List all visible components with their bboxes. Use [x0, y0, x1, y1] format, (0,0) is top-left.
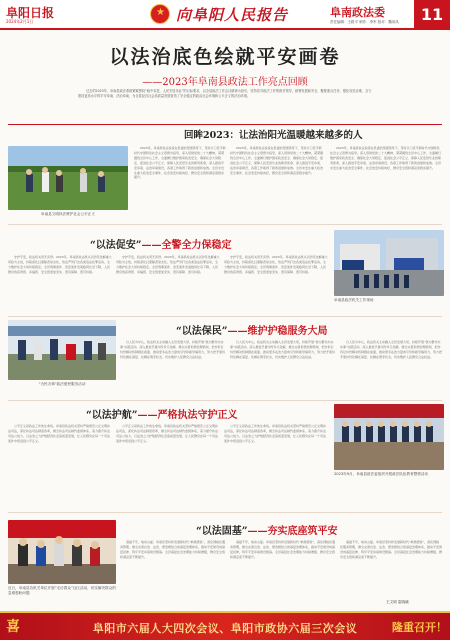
- section4-title: [86, 406, 238, 421]
- section4-title-right: ——严格执法守护正义: [137, 410, 238, 421]
- section5-paragraph: 基础不牢，地动山摇。阜南县坚持和发展新时代“枫桥经验”，深化网格化服务管理，健全完善自治、法治、德治相结合的基层治理体系，推动平安建设向基层延伸，筑牢平安阜南建设根基。全县基层社会治理能力持续增强，群众安全感和满意度不断提升。: [120, 540, 226, 559]
- footer-right-art: 隆重召开！: [392, 621, 447, 634]
- section5-title-right: ——夯实底座筑平安: [247, 526, 338, 537]
- article-intro: [78, 89, 372, 99]
- section5-text-col1: [120, 540, 226, 598]
- article-title: 以法治底色绘就平安画卷: [109, 46, 341, 68]
- section3-title-right: ——维护护稳服务大局: [227, 326, 328, 337]
- section2-paragraph: 守护平安，政法机关责无旁贷。2023年，阜南县政法机关以防范化解重大风险为主线，持续深化扫黑除恶常态化，依法严厉打击各类违法犯罪活动，全力维护社会大局持续稳定。全县刑事案件、治安案件发案数同比双下降，人民群众的获得感、幸福感、安全感更加充实、更有保障、更可持续。: [224, 255, 328, 274]
- issue-date: 2024年2月1日: [6, 19, 34, 24]
- section2-text-col3: [224, 255, 328, 315]
- section4-title-left: “以法护航”: [86, 410, 138, 421]
- section3-photo: [8, 320, 116, 380]
- section2-paragraph: 守护平安，政法机关责无旁贷。2023年，阜南县政法机关以防范化解重大风险为主线，持续深化扫黑除恶常态化，依法严厉打击各类违法犯罪活动，全力维护社会大局持续稳定。全县刑事案件、治安案件发案数同比双下降，人民群众的获得感、幸福感、安全感更加充实、更有保障、更可持续。: [116, 255, 220, 274]
- section5-paragraph: 基础不牢，地动山摇。阜南县坚持和发展新时代“枫桥经验”，深化网格化服务管理，健全完善自治、法治、德治相结合的基层治理体系，推动平安建设向基层延伸，筑牢平安阜南建设根基。全县基层社会治理能力持续增强，群众安全感和满意度不断提升。: [230, 540, 336, 559]
- section1-title: 回眸2023：让法治阳光温暖越来越多的人: [184, 130, 363, 141]
- section2-paragraph: 守护平安，政法机关责无旁贷。2023年，阜南县政法机关以防范化解重大风险为主线，持续深化扫黑除恶常态化，依法严厉打击各类违法犯罪活动，全力维护社会大局持续稳定。全县刑事案件、治安案件发案数同比双下降，人民群众的获得感、幸福感、安全感更加充实、更有保障、更可持续。: [8, 255, 112, 274]
- article-subtitle: ——2023年阜南县政法工作亮点回顾: [142, 77, 308, 88]
- intro-paragraph: 过去的2023年，阜南县政法系统紧紧围绕“稳中求进，人民安居乐业”的目标要求，以全县政法工作会议精神为指引，坚持党对政法工作的绝对领导，统筹发展和安全，聚焦重点任务，强化攻坚克难，全力建设更高水平的平安阜南、法治阜南，为全县经济社会高质量发展营造了安全稳定的政治社会环境和公平正义的法治环境。: [78, 89, 372, 99]
- section4-caption: 2023年9月，阜南县政法委组织开展政法队伍教育整顿活动: [334, 472, 429, 476]
- section5-caption: 近日，阜南县各机关单位开展“走访群众”社区活动，切实解决群众的急难愁盼问题: [8, 586, 116, 595]
- section3-text-col2: [230, 340, 336, 398]
- divider: [8, 400, 442, 401]
- section4-paragraph: 公平正义是政法工作的生命线。阜南县政法机关坚持严格规范公正文明执法司法，深化执法司法制度改革，健全执法司法制约监督体系，着力提升执法司法公信力，以法治之力护航经济社会高质量发展，让人民群众在每一个司法案件中感受到公平正义。: [224, 424, 327, 443]
- section3-text-col3: [340, 340, 442, 398]
- party-emblem-icon: [150, 4, 170, 24]
- section3-paragraph: 以人民为中心，政法机关主动融入全县发展大局，持续开展“我为群众办实事”实践活动，深入推进矛盾纠纷多元化解，健全完善诉源治理机制，把非诉讼纠纷解决机制挺在前面，推动更多法治力量向引导和疏导端用力，努力把矛盾纠纷化解在基层、化解在萌芽状态，切实维护人民群众合法权益。: [120, 340, 226, 359]
- section4-text-col3: [224, 424, 328, 508]
- section3-title-left: “以法保民”: [176, 326, 228, 337]
- section3-paragraph: 以人民为中心，政法机关主动融入全县发展大局，持续开展“我为群众办实事”实践活动，深入推进矛盾纠纷多元化解，健全完善诉源治理机制，把非诉讼纠纷解决机制挺在前面，推动更多法治力量向引导和疏导端用力，努力把矛盾纠纷化解在基层、化解在萌芽状态，切实维护人民群众合法权益。: [230, 340, 336, 359]
- paper-name: 阜阳日报: [6, 6, 55, 20]
- section1-text-col2: [230, 146, 324, 220]
- section1-paragraph: 2023年，阜南县政法系统在县委的坚强领导下，坚持以习近平新时代中国特色社会主义思想为指导，深入贯彻党的二十大精神，紧紧围绕全县中心工作，全面履行维护国家政治安全、确保社会大局稳定、促进社会公平正义、保障人民安居乐业的职责使命，深入推进平安阜南、法治阜南建设，各项工作取得了新的进展和成效。全县未发生重大政治安全事件，社会治安持续向好，群众安全感和满意度稳步提升。: [330, 146, 442, 170]
- section1-text-col1: [134, 146, 226, 220]
- section1-photo: [8, 146, 128, 210]
- masthead-title: 向阜阳人民报告: [176, 6, 289, 24]
- divider: [8, 224, 442, 225]
- section1-text-col3: [330, 146, 442, 220]
- section5-text-col2: [230, 540, 336, 598]
- section4-text-col2: [116, 424, 220, 508]
- section1-paragraph: 2023年，阜南县政法系统在县委的坚强领导下，坚持以习近平新时代中国特色社会主义思想为指导，深入贯彻党的二十大精神，紧紧围绕全县中心工作，全面履行维护国家政治安全、确保社会大局稳定、促进社会公平正义、保障人民安居乐业的职责使命，深入推进平安阜南、法治阜南建设，各项工作取得了新的进展和成效。全县未发生重大政治安全事件，社会治安持续向好，群众安全感和满意度稳步提升。: [230, 146, 324, 175]
- section2-title-left: “以法促安”: [90, 240, 142, 251]
- divider: [8, 316, 442, 317]
- section3-paragraph: 以人民为中心，政法机关主动融入全县发展大局，持续开展“我为群众办实事”实践活动，深入推进矛盾纠纷多元化解，健全完善诉源治理机制，把非诉讼纠纷解决机制挺在前面，推动更多法治力量向引导和疏导端用力，努力把矛盾纠纷化解在基层、化解在萌芽状态，切实维护人民群众合法权益。: [340, 340, 442, 359]
- section2-title: [90, 236, 232, 251]
- editor-credits: 责任编辑：王路平 制作：李军 校对：魏凤凤: [330, 20, 399, 24]
- section5-text-col3: [340, 540, 442, 598]
- footer-banner: [0, 611, 450, 640]
- section2-photo: [334, 230, 444, 296]
- section5-paragraph: 基础不牢，地动山摇。阜南县坚持和发展新时代“枫桥经验”，深化网格化服务管理，健全完善自治、法治、德治相结合的基层治理体系，推动平安建设向基层延伸，筑牢平安阜南建设根基。全县基层社会治理能力持续增强，群众安全感和满意度不断提升。: [340, 540, 442, 559]
- section-name: 阜南政法委: [330, 6, 385, 19]
- section1-paragraph: 2023年，阜南县政法系统在县委的坚强领导下，坚持以习近平新时代中国特色社会主义思想为指导，深入贯彻党的二十大精神，紧紧围绕全县中心工作，全面履行维护国家政治安全、确保社会大局稳定、促进社会公平正义、保障人民安居乐业的职责使命，深入推进平安阜南、法治阜南建设，各项工作取得了新的进展和成效。全县未发生重大政治安全事件，社会治安持续向好，群众安全感和满意度稳步提升。: [134, 146, 226, 180]
- footer-left-art: 喜: [6, 619, 20, 635]
- section3-title: [176, 322, 328, 337]
- section2-text-col1: [8, 255, 112, 315]
- section5-title-left: “以法固基”: [196, 526, 248, 537]
- section3-text-col1: [120, 340, 226, 398]
- divider: [8, 512, 442, 513]
- footer-banner-text: 阜阳市六届人大四次会议、阜阳市政协六届三次会议: [92, 622, 358, 635]
- page-number: 11: [414, 0, 450, 30]
- section2-text-col2: [116, 255, 220, 315]
- section3-caption: “为民办事”政法便民服务活动: [38, 382, 86, 386]
- section4-paragraph: 公平正义是政法工作的生命线。阜南县政法机关坚持严格规范公正文明执法司法，深化执法司法制度改革，健全执法司法制约监督体系，着力提升执法司法公信力，以法治之力护航经济社会高质量发展，让人民群众在每一个司法案件中感受到公平正义。: [8, 424, 111, 443]
- section4-text-col1: [8, 424, 112, 508]
- section2-title-right: ——全警全力保稳定: [141, 240, 232, 251]
- section1-caption: 阜南县文明执法维护社会公平正义: [41, 212, 95, 216]
- section5-title: [196, 522, 338, 537]
- section4-paragraph: 公平正义是政法工作的生命线。阜南县政法机关坚持严格规范公正文明执法司法，深化执法司法制度改革，健全执法司法制约监督体系，着力提升执法司法公信力，以法治之力护航经济社会高质量发展，让人民群众在每一个司法案件中感受到公平正义。: [116, 424, 219, 443]
- section4-photo: [334, 404, 444, 470]
- section5-photo: [8, 520, 116, 584]
- masthead: [0, 0, 450, 30]
- section2-caption: 阜南县政法机关工作现场: [334, 298, 374, 302]
- article-author: 王文明 雷晓晓: [386, 600, 409, 604]
- divider: [8, 124, 442, 125]
